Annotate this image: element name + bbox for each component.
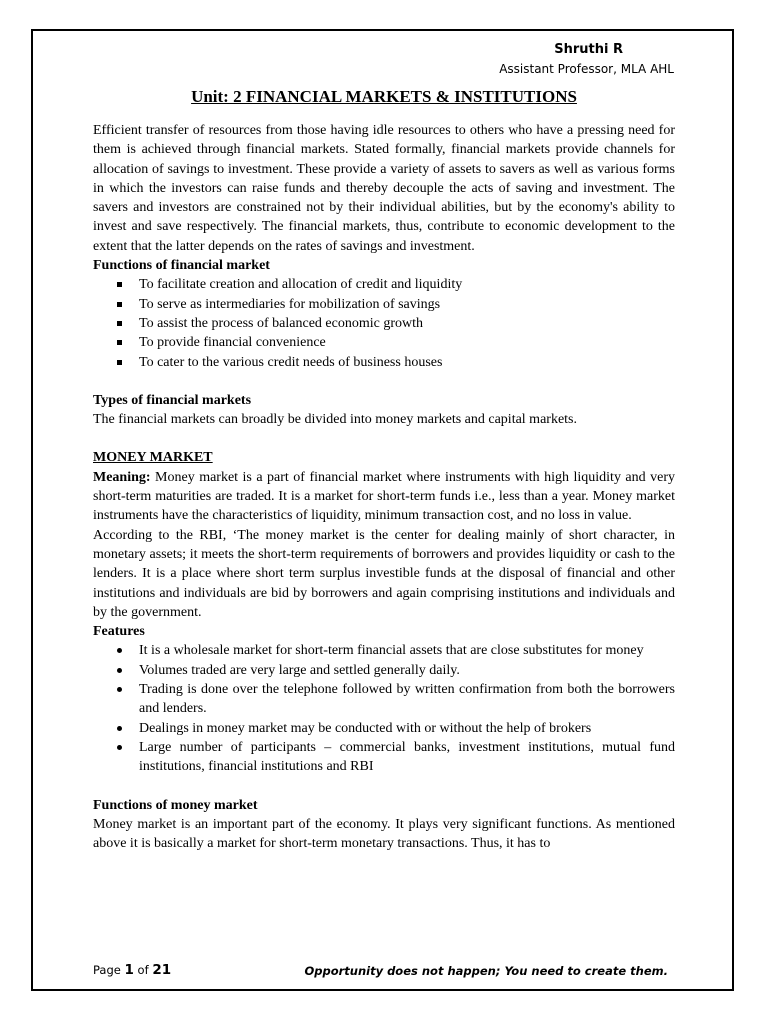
- page-title: Unit: 2 FINANCIAL MARKETS & INSTITUTIONS: [191, 87, 577, 106]
- functions-mm-heading: Functions of money market: [93, 797, 258, 813]
- intro-paragraph: Efficient transfer of resources from those having idle resources to others who have a pressing need for them is achieved through financial markets. Stated formally, financial markets provide channels for allocation of savings to investment. These provide a variety of assets to savers as well as various forms in which the investors can raise funds and thereby decouple the acts of saving and investment. The savers and investors are constrained not by their individual abilities, but by the economy's ability to invest and save respectively. The financial markets, thus, contribute to economic development to the extent that the latter depends on the rates of savings and investment.: [93, 123, 675, 254]
- list-item: Trading is done over the telephone followed by written confirmation from both the borrowers and lenders.: [93, 680, 675, 719]
- types-text: The financial markets can broadly be divided into money markets and capital markets.: [93, 412, 577, 428]
- list-item: To assist the process of balanced economic growth: [93, 314, 675, 333]
- footer-quote: Opportunity does not happen; You need to create them.: [304, 964, 668, 978]
- types-heading: Types of financial markets: [93, 392, 252, 408]
- author-name: Shruthi R: [554, 42, 623, 57]
- list-item: To serve as intermediaries for mobilization of savings: [93, 295, 675, 314]
- list-item: It is a wholesale market for short-term financial assets that are close substitutes for money: [93, 641, 675, 660]
- document-body: [93, 121, 675, 853]
- meaning-paragraph: [93, 468, 675, 526]
- list-item: To facilitate creation and allocation of credit and liquidity: [93, 275, 675, 294]
- features-list: [93, 641, 675, 776]
- total-pages: 21: [152, 962, 172, 978]
- meaning-label: Meaning:: [93, 469, 151, 485]
- functions-mm-text: Money market is an important part of the economy. It plays very significant functions. As mentioned above it is basically a market for short-term monetary transactions. Thus, it has to: [93, 816, 675, 852]
- author-designation: Assistant Professor, MLA AHL: [499, 62, 674, 76]
- features-heading: Features: [93, 624, 145, 640]
- money-market-heading: MONEY MARKET: [93, 450, 213, 466]
- page-number: Page 1 of 21: [93, 962, 172, 978]
- list-item: Dealings in money market may be conducted with or without the help of brokers: [93, 719, 675, 738]
- list-item: Large number of participants – commercial banks, investment institutions, mutual fund institutions, financial institutions and RBI: [93, 738, 675, 777]
- meaning-text: Money market is a part of financial market where instruments with high liquidity and very short-term maturities are traded. It is a market for short-term funds i.e., less than a year. Money market instruments have the characteristics of liquidity, minimum transaction cost, and no loss in value.: [93, 469, 675, 524]
- list-item: To cater to the various credit needs of business houses: [93, 353, 675, 372]
- list-item: Volumes traded are very large and settled generally daily.: [93, 661, 675, 680]
- current-page: 1: [124, 962, 134, 978]
- list-item: To provide financial convenience: [93, 333, 675, 352]
- functions-fm-list: [93, 275, 675, 371]
- rbi-paragraph: According to the RBI, ‘The money market is the center for dealing mainly of short character, in monetary assets; it meets the short-term requirements of borrowers and provides liquidity or cash to the lenders. It is a place where short term surplus investible funds at the disposal of financial and other institutions and individuals are bid by borrowers and again comprising institutions and individuals and by the government.: [93, 527, 675, 620]
- functions-fm-heading: Functions of financial market: [93, 258, 270, 274]
